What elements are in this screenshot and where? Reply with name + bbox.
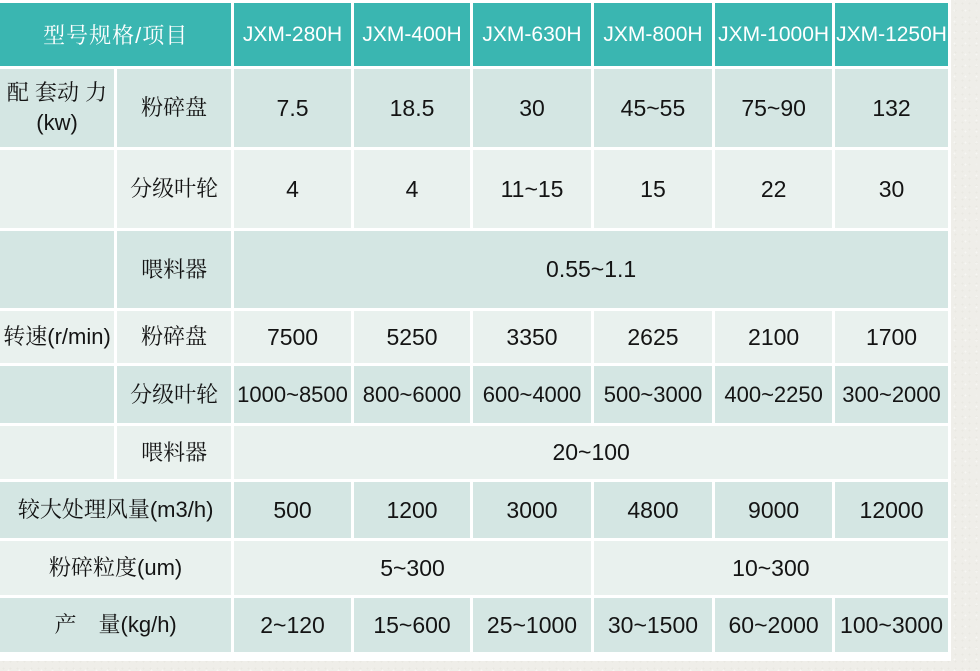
table-cell: 3350 [473,311,590,363]
table-cell: 9000 [715,482,832,538]
table-cell: 30 [835,150,948,228]
col-header-jxm-1250h: JXM-1250H [835,3,948,66]
label-matching-power: 配 套动 力 (kw) [0,69,114,147]
col-header-jxm-1000h: JXM-1000H [715,3,832,66]
col-header-jxm-630h: JXM-630H [473,3,590,66]
table-cell: 300~2000 [835,366,948,423]
row-power-impeller [0,150,948,228]
sublabel-crushing-disc: 粉碎盘 [117,311,231,363]
table-cell: 18.5 [354,69,471,147]
row-speed-disc [0,311,948,363]
label-empty [0,231,114,308]
table-cell: 22 [715,150,832,228]
table-cell: 100~3000 [835,598,948,652]
table-cell: 7.5 [234,69,351,147]
table-cell: 500 [234,482,351,538]
table-cell: 5250 [354,311,471,363]
label-rotation-speed: 转速(r/min) [0,311,114,363]
merged-cell-feeder-speed: 20~100 [234,426,948,479]
sublabel-classifying-impeller: 分级叶轮 [117,150,231,228]
table-cell: 25~1000 [473,598,590,652]
sublabel-classifying-impeller: 分级叶轮 [117,366,231,423]
table-cell: 1000~8500 [234,366,351,423]
table-cell: 500~3000 [594,366,712,423]
row-airflow [0,482,948,538]
label-max-air-volume: 较大处理风量(m3/h) [0,482,231,538]
col-header-jxm-800h: JXM-800H [594,3,712,66]
table-cell: 7500 [234,311,351,363]
sublabel-feeder: 喂料器 [117,426,231,479]
table-cell: 1700 [835,311,948,363]
table-cell: 15 [594,150,712,228]
table-cell: 4 [354,150,471,228]
label-empty [0,150,114,228]
table-cell: 4800 [594,482,712,538]
label-crushing-fineness: 粉碎粒度(um) [0,541,231,595]
merged-cell-feeder-power: 0.55~1.1 [234,231,948,308]
merged-cell-fineness-large: 10~300 [594,541,948,595]
table-cell: 15~600 [354,598,471,652]
table-cell: 2625 [594,311,712,363]
row-power-disc [0,69,948,147]
row-speed-impeller [0,366,948,423]
col-header-jxm-400h: JXM-400H [354,3,471,66]
table-cell: 30~1500 [594,598,712,652]
table-cell: 800~6000 [354,366,471,423]
col-header-jxm-280h: JXM-280H [234,3,351,66]
table-cell: 600~4000 [473,366,590,423]
label-output-capacity: 产 量(kg/h) [0,598,231,652]
label-empty [0,366,114,423]
sublabel-feeder: 喂料器 [117,231,231,308]
row-fineness [0,541,948,595]
table-cell: 30 [473,69,590,147]
sublabel-crushing-disc: 粉碎盘 [117,69,231,147]
row-power-feeder [0,231,948,308]
table-cell: 2~120 [234,598,351,652]
table-cell: 400~2250 [715,366,832,423]
table-cell: 45~55 [594,69,712,147]
header-row [0,3,948,66]
label-empty [0,426,114,479]
table-cell: 2100 [715,311,832,363]
table-cell: 60~2000 [715,598,832,652]
table-cell: 12000 [835,482,948,538]
table-cell: 132 [835,69,948,147]
table-cell: 3000 [473,482,590,538]
table-cell: 75~90 [715,69,832,147]
row-speed-feeder [0,426,948,479]
table-cell: 1200 [354,482,471,538]
header-model-spec-item: 型号规格/项目 [0,3,231,66]
row-capacity [0,598,948,652]
table-cell: 11~15 [473,150,590,228]
table-cell: 4 [234,150,351,228]
merged-cell-fineness-small: 5~300 [234,541,590,595]
